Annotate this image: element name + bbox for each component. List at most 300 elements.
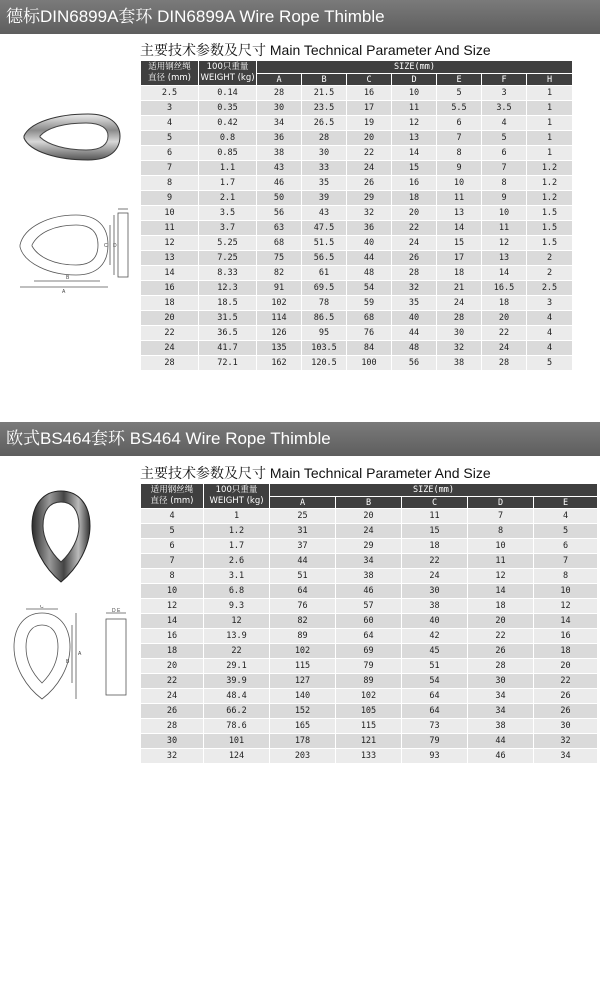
table-cell: 3.7 (199, 221, 257, 236)
table-cell: 82 (270, 614, 336, 629)
table-cell: 79 (336, 659, 402, 674)
table-cell: 78.6 (204, 719, 270, 734)
table-row (141, 614, 598, 629)
table-cell: 38 (468, 719, 534, 734)
table-cell: 35 (302, 176, 347, 191)
table-cell: 162 (257, 356, 302, 371)
table-cell: 7 (141, 554, 204, 569)
table-cell: 39 (302, 191, 347, 206)
header-rope-diameter: 适用钢丝绳 直径 (mm) (141, 61, 199, 86)
table-cell: 28 (141, 356, 199, 371)
table-cell: 59 (347, 296, 392, 311)
table-cell: 1 (204, 509, 270, 524)
table-cell: 28 (482, 356, 527, 371)
table-cell: 124 (204, 749, 270, 764)
table-cell: 24 (402, 569, 468, 584)
table-cell: 135 (257, 341, 302, 356)
table-cell: 16 (392, 176, 437, 191)
table-cell: 1.2 (527, 161, 573, 176)
table-cell: 1.1 (199, 161, 257, 176)
table-cell: 20 (468, 614, 534, 629)
table-cell: 26.5 (302, 116, 347, 131)
table-cell: 31 (270, 524, 336, 539)
table-cell: 3 (141, 101, 199, 116)
table-cell: 102 (257, 296, 302, 311)
table-row (141, 674, 598, 689)
table-cell: 101 (204, 734, 270, 749)
table-cell: 89 (270, 629, 336, 644)
table-cell: 7 (534, 554, 598, 569)
table-cell: 25 (270, 509, 336, 524)
table-row (141, 341, 573, 356)
table-cell: 73 (402, 719, 468, 734)
table-cell: 30 (468, 674, 534, 689)
table-row (141, 326, 573, 341)
table-cell: 28 (302, 131, 347, 146)
table-cell: 54 (402, 674, 468, 689)
table-row (141, 146, 573, 161)
table-cell: 5 (141, 131, 199, 146)
table-cell: 60 (336, 614, 402, 629)
table-cell: 103.5 (302, 341, 347, 356)
table-cell: 12 (204, 614, 270, 629)
table-cell: 24 (141, 689, 204, 704)
table-cell: 34 (468, 704, 534, 719)
table-cell: 6 (534, 539, 598, 554)
bs-table-subtitle: 主要技术参数及尺寸 Main Technical Parameter And Size (140, 465, 491, 481)
table-cell: 24 (482, 341, 527, 356)
table-cell: 26 (392, 251, 437, 266)
table-cell: 24 (336, 524, 402, 539)
table-cell: 11 (402, 509, 468, 524)
table-row (141, 236, 573, 251)
table-cell: 41.7 (199, 341, 257, 356)
table-cell: 26 (347, 176, 392, 191)
table-cell: 76 (347, 326, 392, 341)
svg-text:B: B (66, 275, 70, 281)
table-cell: 68 (257, 236, 302, 251)
table-cell: 30 (437, 326, 482, 341)
table-cell: 2 (527, 251, 573, 266)
table-cell: 13 (141, 251, 199, 266)
table-row (141, 689, 598, 704)
table-cell: 32 (534, 734, 598, 749)
table-cell: 64 (270, 584, 336, 599)
table-cell: 5 (437, 86, 482, 101)
table-cell: 24 (141, 341, 199, 356)
table-cell: 4 (482, 116, 527, 131)
table-cell: 22 (347, 146, 392, 161)
din-table-subtitle: 主要技术参数及尺寸 Main Technical Parameter And Size (140, 42, 491, 58)
table-cell: 5 (534, 524, 598, 539)
table-cell: 56 (257, 206, 302, 221)
table-cell: 26 (141, 704, 204, 719)
table-cell: 46 (336, 584, 402, 599)
table-cell: 15 (392, 161, 437, 176)
table-cell: 36 (257, 131, 302, 146)
table-cell: 6.8 (204, 584, 270, 599)
table-row (141, 131, 573, 146)
table-cell: 100 (347, 356, 392, 371)
table-cell: 0.14 (199, 86, 257, 101)
header-weight: 100只重量 WEIGHT (kg) (204, 484, 270, 509)
table-cell: 1.7 (204, 539, 270, 554)
table-cell: 76 (270, 599, 336, 614)
table-cell: 1 (527, 86, 573, 101)
table-cell: 102 (270, 644, 336, 659)
table-cell: 1.5 (527, 206, 573, 221)
table-cell: 2.6 (204, 554, 270, 569)
table-row (141, 734, 598, 749)
table-cell: 140 (270, 689, 336, 704)
table-cell: 79 (402, 734, 468, 749)
table-cell: 18.5 (199, 296, 257, 311)
table-cell: 13.9 (204, 629, 270, 644)
table-cell: 20 (392, 206, 437, 221)
svg-text:B: B (66, 659, 70, 665)
table-cell: 3 (527, 296, 573, 311)
table-cell: 63 (257, 221, 302, 236)
table-cell: 14 (534, 614, 598, 629)
table-cell: 10 (482, 206, 527, 221)
table-cell: 26 (534, 704, 598, 719)
table-cell: 7 (141, 161, 199, 176)
table-cell: 48 (392, 341, 437, 356)
table-cell: 10 (392, 86, 437, 101)
table-cell: 22 (141, 326, 199, 341)
table-row (141, 116, 573, 131)
table-cell: 5 (141, 524, 204, 539)
table-cell: 51 (270, 569, 336, 584)
table-cell: 12.3 (199, 281, 257, 296)
table-cell: 24 (347, 161, 392, 176)
table-row (141, 659, 598, 674)
table-cell: 18 (468, 599, 534, 614)
table-cell: 9 (437, 161, 482, 176)
svg-text:D: D (113, 243, 117, 249)
table-cell: 0.35 (199, 101, 257, 116)
table-cell: 115 (336, 719, 402, 734)
table-cell: 35 (392, 296, 437, 311)
bs-spec-table (140, 483, 598, 764)
table-cell: 12 (141, 236, 199, 251)
table-row (141, 629, 598, 644)
table-cell: 82 (257, 266, 302, 281)
svg-text:D E: D E (112, 608, 121, 614)
table-cell: 30 (402, 584, 468, 599)
table-cell: 11 (482, 221, 527, 236)
table-cell: 165 (270, 719, 336, 734)
table-cell: 18 (141, 296, 199, 311)
table-cell: 6 (141, 146, 199, 161)
table-cell: 20 (141, 659, 204, 674)
table-cell: 32 (347, 206, 392, 221)
table-cell: 8.33 (199, 266, 257, 281)
table-cell: 13 (482, 251, 527, 266)
table-cell: 4 (534, 509, 598, 524)
table-cell: 21 (437, 281, 482, 296)
table-cell: 6 (141, 539, 204, 554)
table-cell: 64 (402, 689, 468, 704)
table-cell: 40 (402, 614, 468, 629)
table-cell: 46 (257, 176, 302, 191)
table-cell: 32 (141, 749, 204, 764)
header-col-e: E (534, 497, 598, 509)
table-cell: 24 (392, 236, 437, 251)
din-section-title: 德标DIN6899A套环 DIN6899A Wire Rope Thimble (0, 0, 600, 34)
table-cell: 120.5 (302, 356, 347, 371)
table-cell: 30 (534, 719, 598, 734)
table-cell: 44 (270, 554, 336, 569)
table-cell: 28 (141, 719, 204, 734)
table-cell: 127 (270, 674, 336, 689)
table-cell: 17 (347, 101, 392, 116)
table-cell: 51.5 (302, 236, 347, 251)
table-cell: 17 (437, 251, 482, 266)
table-cell: 51 (402, 659, 468, 674)
table-cell: 39.9 (204, 674, 270, 689)
table-cell: 152 (270, 704, 336, 719)
table-cell: 28 (392, 266, 437, 281)
table-cell: 3.1 (204, 569, 270, 584)
header-rope-diameter: 适用钢丝绳 直径 (mm) (141, 484, 204, 509)
table-cell: 34 (336, 554, 402, 569)
table-cell: 84 (347, 341, 392, 356)
table-cell: 69 (336, 644, 402, 659)
table-row (141, 599, 598, 614)
table-cell: 56 (392, 356, 437, 371)
table-cell: 8 (482, 176, 527, 191)
table-cell: 29 (347, 191, 392, 206)
table-cell: 14 (141, 266, 199, 281)
table-cell: 4 (527, 326, 573, 341)
table-cell: 38 (437, 356, 482, 371)
table-cell: 22 (402, 554, 468, 569)
table-cell: 22 (204, 644, 270, 659)
table-cell: 114 (257, 311, 302, 326)
table-cell: 13 (392, 131, 437, 146)
header-col-f: F (482, 74, 527, 86)
table-cell: 18 (402, 539, 468, 554)
table-cell: 11 (468, 554, 534, 569)
table-cell: 30 (302, 146, 347, 161)
table-cell: 78 (302, 296, 347, 311)
table-cell: 1.5 (527, 236, 573, 251)
table-cell: 22 (392, 221, 437, 236)
header-size: SIZE(mm) (270, 484, 598, 497)
table-cell: 5.25 (199, 236, 257, 251)
table-cell: 68 (347, 311, 392, 326)
table-cell: 16 (141, 629, 204, 644)
table-cell: 4 (527, 341, 573, 356)
table-row (141, 584, 598, 599)
header-col-h: H (527, 74, 573, 86)
table-cell: 5.5 (437, 101, 482, 116)
table-cell: 102 (336, 689, 402, 704)
table-cell: 28 (257, 86, 302, 101)
table-cell: 36 (347, 221, 392, 236)
table-cell: 28 (437, 311, 482, 326)
table-row (141, 356, 573, 371)
table-cell: 4 (141, 509, 204, 524)
table-cell: 12 (534, 599, 598, 614)
table-cell: 14 (437, 221, 482, 236)
table-cell: 0.42 (199, 116, 257, 131)
svg-text:A: A (62, 289, 66, 295)
header-size: SIZE(mm) (257, 61, 573, 74)
table-row (141, 101, 573, 116)
table-cell: 13 (437, 206, 482, 221)
table-cell: 10 (141, 584, 204, 599)
table-cell: 34 (534, 749, 598, 764)
table-cell: 30 (257, 101, 302, 116)
header-weight: 100只重量 WEIGHT (kg) (199, 61, 257, 86)
table-cell: 7 (468, 509, 534, 524)
table-cell: 43 (302, 206, 347, 221)
table-cell: 5 (527, 356, 573, 371)
table-cell: 34 (468, 689, 534, 704)
table-cell: 16 (141, 281, 199, 296)
table-cell: 38 (257, 146, 302, 161)
din-spec-table (140, 60, 573, 371)
table-cell: 12 (468, 569, 534, 584)
table-cell: 1.2 (527, 191, 573, 206)
table-cell: 16 (347, 86, 392, 101)
table-cell: 6 (482, 146, 527, 161)
table-cell: 14 (482, 266, 527, 281)
table-row (141, 281, 573, 296)
svg-text:C: C (40, 605, 44, 610)
svg-text:C: C (104, 243, 108, 249)
table-cell: 12 (392, 116, 437, 131)
table-cell: 105 (336, 704, 402, 719)
table-cell: 61 (302, 266, 347, 281)
table-cell: 56.5 (302, 251, 347, 266)
table-cell: 38 (402, 599, 468, 614)
table-cell: 115 (270, 659, 336, 674)
table-cell: 8 (468, 524, 534, 539)
table-cell: 16.5 (482, 281, 527, 296)
header-col-c: C (402, 497, 468, 509)
table-cell: 64 (402, 704, 468, 719)
table-cell: 15 (437, 236, 482, 251)
table-cell: 8 (141, 569, 204, 584)
table-cell: 18 (392, 191, 437, 206)
table-cell: 26 (534, 689, 598, 704)
table-cell: 38 (336, 569, 402, 584)
table-cell: 1.2 (527, 176, 573, 191)
table-cell: 75 (257, 251, 302, 266)
table-cell: 42 (402, 629, 468, 644)
table-cell: 20 (141, 311, 199, 326)
table-cell: 89 (336, 674, 402, 689)
table-cell: 11 (141, 221, 199, 236)
table-cell: 121 (336, 734, 402, 749)
table-cell: 11 (437, 191, 482, 206)
table-cell: 8 (141, 176, 199, 191)
table-cell: 9 (141, 191, 199, 206)
table-cell: 14 (141, 614, 204, 629)
table-cell: 12 (141, 599, 204, 614)
table-cell: 69.5 (302, 281, 347, 296)
table-cell: 16 (534, 629, 598, 644)
header-col-a: A (257, 74, 302, 86)
table-cell: 4 (141, 116, 199, 131)
table-cell: 2.5 (527, 281, 573, 296)
table-cell: 18 (437, 266, 482, 281)
table-cell: 6 (437, 116, 482, 131)
table-cell: 9.3 (204, 599, 270, 614)
table-cell: 32 (392, 281, 437, 296)
table-cell: 1.7 (199, 176, 257, 191)
table-cell: 37 (270, 539, 336, 554)
table-cell: 8 (534, 569, 598, 584)
table-row (141, 539, 598, 554)
table-cell: 4 (527, 311, 573, 326)
table-row (141, 749, 598, 764)
table-row (141, 191, 573, 206)
table-row (141, 719, 598, 734)
table-cell: 1.5 (527, 221, 573, 236)
table-cell: 54 (347, 281, 392, 296)
table-cell: 0.8 (199, 131, 257, 146)
header-col-d: D (392, 74, 437, 86)
table-cell: 50 (257, 191, 302, 206)
table-row (141, 221, 573, 236)
table-cell: 8 (437, 146, 482, 161)
table-cell: 64 (336, 629, 402, 644)
table-cell: 15 (402, 524, 468, 539)
table-row (141, 644, 598, 659)
table-cell: 45 (402, 644, 468, 659)
table-cell: 3.5 (482, 101, 527, 116)
table-row (141, 161, 573, 176)
table-cell: 11 (392, 101, 437, 116)
table-cell: 26 (468, 644, 534, 659)
table-cell: 29 (336, 539, 402, 554)
table-cell: 40 (392, 311, 437, 326)
table-cell: 133 (336, 749, 402, 764)
table-cell: 14 (392, 146, 437, 161)
table-cell: 21.5 (302, 86, 347, 101)
table-cell: 31.5 (199, 311, 257, 326)
table-cell: 86.5 (302, 311, 347, 326)
table-cell: 95 (302, 326, 347, 341)
table-cell: 9 (482, 191, 527, 206)
table-cell: 1.2 (204, 524, 270, 539)
header-col-d: D (468, 497, 534, 509)
table-cell: 24 (437, 296, 482, 311)
table-row (141, 251, 573, 266)
table-cell: 44 (347, 251, 392, 266)
table-cell: 10 (437, 176, 482, 191)
header-col-b: B (302, 74, 347, 86)
table-cell: 10 (141, 206, 199, 221)
table-row (141, 509, 598, 524)
table-cell: 2.5 (141, 86, 199, 101)
table-cell: 2 (527, 266, 573, 281)
table-cell: 20 (347, 131, 392, 146)
table-row (141, 554, 598, 569)
table-cell: 1 (527, 101, 573, 116)
table-cell: 20 (336, 509, 402, 524)
bs-dimension-diagram (4, 605, 134, 705)
table-cell: 91 (257, 281, 302, 296)
table-cell: 1 (527, 146, 573, 161)
table-cell: 40 (347, 236, 392, 251)
table-cell: 72.1 (199, 356, 257, 371)
table-cell: 5 (482, 131, 527, 146)
